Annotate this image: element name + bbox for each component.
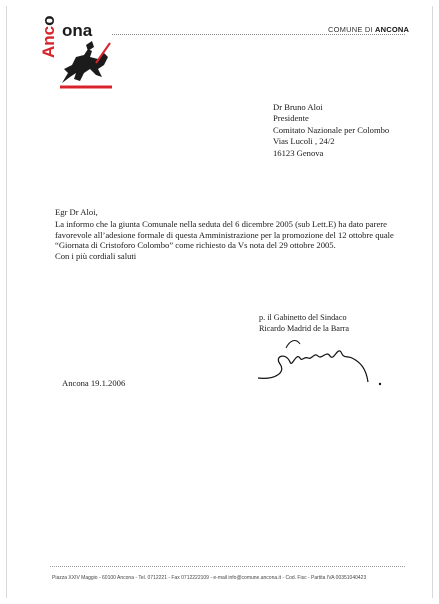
comune-city: ANCONA (375, 25, 410, 34)
signature-name: Ricardo Madrid de la Barra (259, 323, 350, 333)
letter-greeting: Egr Dr Aloi, (55, 207, 98, 217)
page-border (6, 6, 433, 598)
letter-line: La informo che la giunta Comunale nella seduta del 6 dicembre 2005 (sub Lett.E) ha dato parere (55, 218, 387, 229)
letter-line: favorevole all’adesione formale di questa Amministrazione per la promozione del 12 ottobre quale (55, 229, 394, 240)
comune-prefix: COMUNE DI (328, 25, 373, 34)
recipient-address (273, 102, 389, 159)
logo-brand-vertical (40, 15, 57, 58)
letter-line: “Giornata di Cristoforo Colombo” come richiesto da Vs nota del 29 ottobre 2005. (55, 240, 336, 251)
header-rule (112, 34, 405, 35)
logo-brand-top: ona (62, 21, 93, 40)
letter-date: Ancona 19.1.2006 (62, 378, 126, 388)
recipient-street: Vias Lucoli , 24/2 (273, 136, 335, 147)
recipient-city: 16123 Genova (273, 147, 324, 158)
footer-rule (50, 566, 405, 567)
horse-rider-emblem-icon (58, 39, 114, 89)
logo-brand-dark: o (39, 15, 58, 26)
recipient-organization: Comitato Nazionale per Colombo (273, 124, 390, 135)
comune-heading (328, 25, 409, 34)
footer-contact: Piazza XXIV Maggio - 60100 Ancona - Tel. 0712221 - Fax 0712222109 - e-mail info@comune.ancona.it - Cod. Fisc - Partita IVA 00351040423 (52, 575, 367, 581)
signature-office: p. il Gabinetto del Sindaco (259, 313, 347, 322)
logo-brand-red: Anc (39, 25, 58, 58)
recipient-name: Dr Bruno Aloi (273, 102, 323, 112)
letter-body (55, 207, 394, 262)
recipient-role: Presidente (273, 113, 309, 124)
handwritten-signature (256, 328, 386, 388)
letter-line: Con i più cordiali saluti (55, 251, 137, 262)
